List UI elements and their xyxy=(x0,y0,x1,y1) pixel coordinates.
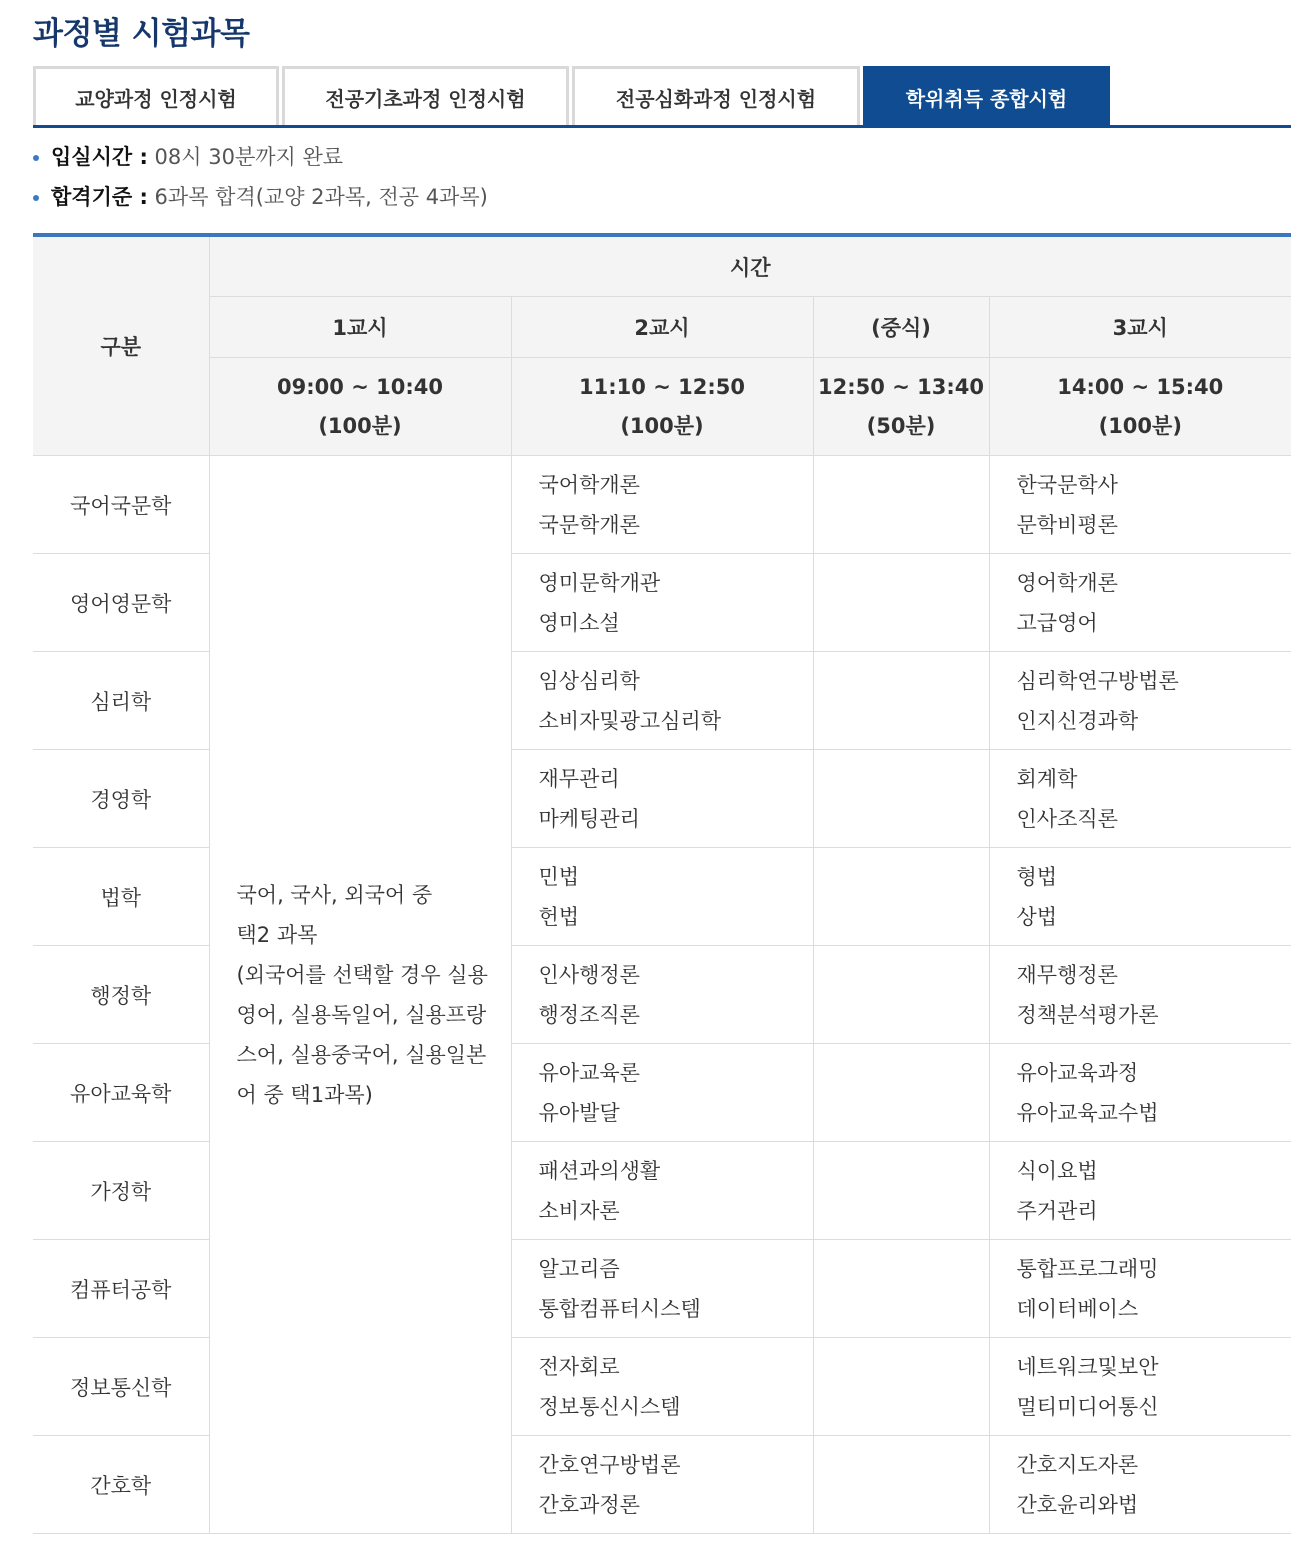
subject-name: 네트워크및보안 xyxy=(1016,1354,1159,1379)
subject-name: 정책분석평가론 xyxy=(1016,1002,1159,1027)
subject-name: 소비자및광고심리학 xyxy=(538,708,722,733)
exam-tabs xyxy=(33,66,1291,128)
header-period-name: 1교시 xyxy=(209,297,511,358)
subject-name: 통합컴퓨터시스템 xyxy=(538,1296,701,1321)
period-duration: (50분) xyxy=(866,413,936,438)
subject-name: 심리학연구방법론 xyxy=(1016,668,1179,693)
period2-subjects xyxy=(511,456,813,554)
list-item xyxy=(33,178,488,218)
subject-name: 인사조직론 xyxy=(1016,806,1118,831)
period2-subjects xyxy=(511,554,813,652)
first-period-line: 택2 과목 xyxy=(236,922,318,947)
dept-name: 국어국문학 xyxy=(33,456,209,554)
lunch-cell xyxy=(813,750,989,848)
lunch-cell xyxy=(813,1240,989,1338)
tab-degree-exam[interactable]: 학위취득 종합시험 xyxy=(863,66,1110,125)
subject-name: 주거관리 xyxy=(1016,1198,1098,1223)
dept-name: 경영학 xyxy=(33,750,209,848)
period3-subjects xyxy=(989,652,1291,750)
subject-name: 전자회로 xyxy=(538,1354,620,1379)
first-period-subjects xyxy=(209,456,511,1534)
list-item xyxy=(33,138,488,178)
subject-name: 한국문학사 xyxy=(1016,472,1118,497)
header-period-name: 3교시 xyxy=(989,297,1291,358)
period2-subjects xyxy=(511,1142,813,1240)
bullet-icon xyxy=(33,195,39,201)
subject-name: 유아발달 xyxy=(538,1100,620,1125)
period2-subjects xyxy=(511,750,813,848)
header-category: 구분 xyxy=(33,235,209,456)
subject-name: 마케팅관리 xyxy=(538,806,640,831)
subject-name: 인지신경과학 xyxy=(1016,708,1139,733)
subject-name: 재무행정론 xyxy=(1016,962,1118,987)
period3-subjects xyxy=(989,456,1291,554)
info-value: 6과목 합격(교양 2과목, 전공 4과목) xyxy=(154,185,488,209)
info-label: 합격기준 : xyxy=(51,185,148,209)
info-value: 08시 30분까지 완료 xyxy=(154,145,344,169)
period3-subjects xyxy=(989,848,1291,946)
header-period-time xyxy=(813,358,989,456)
subject-name: 패션과의생활 xyxy=(538,1158,661,1183)
header-period-name: (중식) xyxy=(813,297,989,358)
dept-name: 정보통신학 xyxy=(33,1338,209,1436)
subject-name: 정보통신시스템 xyxy=(538,1394,681,1419)
subject-name: 회계학 xyxy=(1016,766,1078,791)
period3-subjects xyxy=(989,1044,1291,1142)
info-label: 입실시간 : xyxy=(51,145,148,169)
subject-name: 소비자론 xyxy=(538,1198,620,1223)
subject-name: 간호윤리와법 xyxy=(1016,1492,1139,1517)
subject-name: 유아교육론 xyxy=(538,1060,640,1085)
subject-name: 상법 xyxy=(1016,904,1058,929)
lunch-cell xyxy=(813,1142,989,1240)
subject-name: 간호지도자론 xyxy=(1016,1452,1139,1477)
dept-name: 간호학 xyxy=(33,1436,209,1534)
period3-subjects xyxy=(989,946,1291,1044)
period3-subjects xyxy=(989,1436,1291,1534)
subject-name: 임상심리학 xyxy=(538,668,640,693)
subject-name: 국어학개론 xyxy=(538,472,640,497)
period2-subjects xyxy=(511,1044,813,1142)
period2-subjects xyxy=(511,946,813,1044)
period3-subjects xyxy=(989,554,1291,652)
subject-name: 간호과정론 xyxy=(538,1492,640,1517)
header-period-time xyxy=(209,358,511,456)
lunch-cell xyxy=(813,1338,989,1436)
subject-name: 통합프로그래밍 xyxy=(1016,1256,1159,1281)
period3-subjects xyxy=(989,1338,1291,1436)
period2-subjects xyxy=(511,848,813,946)
period-duration: (100분) xyxy=(1098,413,1182,438)
lunch-cell xyxy=(813,1436,989,1534)
tab-general-exam[interactable]: 교양과정 인정시험 xyxy=(33,66,279,125)
period-time: 12:50 ~ 13:40 xyxy=(818,374,984,399)
subject-name: 행정조직론 xyxy=(538,1002,640,1027)
period2-subjects xyxy=(511,1436,813,1534)
subject-name: 영미소설 xyxy=(538,610,620,635)
subject-name: 국문학개론 xyxy=(538,512,640,537)
dept-name: 법학 xyxy=(33,848,209,946)
period3-subjects xyxy=(989,750,1291,848)
period3-subjects xyxy=(989,1240,1291,1338)
period3-subjects xyxy=(989,1142,1291,1240)
exam-schedule-table xyxy=(33,233,1291,1534)
lunch-cell xyxy=(813,652,989,750)
subject-name: 재무관리 xyxy=(538,766,620,791)
subject-name: 영어학개론 xyxy=(1016,570,1118,595)
lunch-cell xyxy=(813,946,989,1044)
first-period-line: 국어, 국사, 외국어 중 xyxy=(236,882,433,907)
subject-name: 데이터베이스 xyxy=(1016,1296,1139,1321)
subject-name: 유아교육과정 xyxy=(1016,1060,1139,1085)
subject-name: 간호연구방법론 xyxy=(538,1452,681,1477)
dept-name: 심리학 xyxy=(33,652,209,750)
period-time: 09:00 ~ 10:40 xyxy=(277,374,443,399)
period-duration: (100분) xyxy=(620,413,704,438)
dept-name: 유아교육학 xyxy=(33,1044,209,1142)
header-period-name: 2교시 xyxy=(511,297,813,358)
period-time: 14:00 ~ 15:40 xyxy=(1057,374,1224,399)
subject-name: 유아교육교수법 xyxy=(1016,1100,1159,1125)
lunch-cell xyxy=(813,1044,989,1142)
subject-name: 식이요법 xyxy=(1016,1158,1098,1183)
period-duration: (100분) xyxy=(318,413,402,438)
bullet-icon xyxy=(33,155,39,161)
subject-name: 멀티미디어통신 xyxy=(1016,1394,1159,1419)
tab-major-basic-exam[interactable]: 전공기초과정 인정시험 xyxy=(282,66,569,125)
subject-name: 고급영어 xyxy=(1016,610,1098,635)
lunch-cell xyxy=(813,848,989,946)
dept-name: 가정학 xyxy=(33,1142,209,1240)
subject-name: 영미문학개관 xyxy=(538,570,661,595)
period2-subjects xyxy=(511,1240,813,1338)
dept-name: 컴퓨터공학 xyxy=(33,1240,209,1338)
tab-major-advanced-exam[interactable]: 전공심화과정 인정시험 xyxy=(572,66,860,125)
schedule-body xyxy=(33,456,1291,1534)
first-period-line: 스어, 실용중국어, 실용일본 xyxy=(236,1042,487,1067)
first-period-line: 어 중 택1과목) xyxy=(236,1082,373,1107)
subject-name: 알고리즘 xyxy=(538,1256,620,1281)
period2-subjects xyxy=(511,652,813,750)
subject-name: 인사행정론 xyxy=(538,962,640,987)
table-row xyxy=(33,456,1291,554)
page-title: 과정별 시험과목 xyxy=(33,16,250,52)
lunch-cell xyxy=(813,554,989,652)
period2-subjects xyxy=(511,1338,813,1436)
header-period-time xyxy=(989,358,1291,456)
header-time: 시간 xyxy=(209,235,1291,297)
subject-name: 형법 xyxy=(1016,864,1058,889)
lunch-cell xyxy=(813,456,989,554)
subject-name: 문학비평론 xyxy=(1016,512,1118,537)
subject-name: 민법 xyxy=(538,864,580,889)
header-period-time xyxy=(511,358,813,456)
first-period-line: (외국어를 선택할 경우 실용 xyxy=(236,962,488,987)
period-time: 11:10 ~ 12:50 xyxy=(579,374,745,399)
subject-name: 헌법 xyxy=(538,904,580,929)
first-period-line: 영어, 실용독일어, 실용프랑 xyxy=(236,1002,487,1027)
dept-name: 행정학 xyxy=(33,946,209,1044)
exam-info-list xyxy=(33,138,488,218)
dept-name: 영어영문학 xyxy=(33,554,209,652)
